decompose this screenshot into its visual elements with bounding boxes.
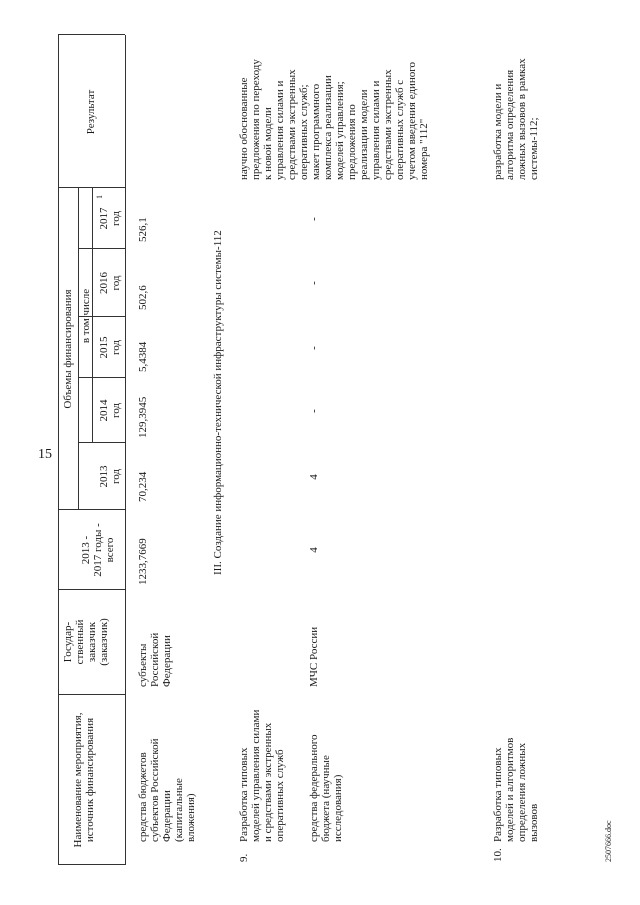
item-10-name: вызовов xyxy=(528,803,540,842)
item-10-result: ложных вызовов в рамках xyxy=(516,58,528,180)
item-9-2013: 4 xyxy=(308,474,320,480)
item-9-2016: - xyxy=(308,281,320,285)
item-9-2017: - xyxy=(308,217,320,221)
item-10-result: системы-112; xyxy=(528,117,540,180)
regional-funding-name: субъектов Российской xyxy=(149,738,161,842)
header-year-2015: 2015 xyxy=(98,336,110,359)
header-customer: (заказчик) xyxy=(98,618,110,666)
item-9-number: 9. xyxy=(238,853,250,862)
header-name: источник финансирования xyxy=(84,717,96,843)
item-9-funding-name: исследования) xyxy=(332,774,344,842)
item-10-name: определения ложных xyxy=(516,742,528,842)
regional-customer: субъекты xyxy=(137,643,149,687)
regional-2015: 5,4384 xyxy=(137,341,149,372)
header-year-2014: 2014 xyxy=(98,399,110,422)
item-10-name: моделей и алгоритмов xyxy=(504,737,516,842)
item-9-result: к новой модели xyxy=(262,107,274,180)
item-9-customer: МЧС России xyxy=(308,626,320,687)
item-9-2015: - xyxy=(308,346,320,350)
header-customer: ственный xyxy=(74,619,86,665)
item-10-name: Разработка типовых xyxy=(492,747,504,842)
grid-line xyxy=(58,694,125,695)
regional-funding-name: средства бюджетов xyxy=(137,752,149,842)
regional-2017: 526,1 xyxy=(137,217,149,242)
header-year-2013: 2013 xyxy=(98,465,110,488)
header-total: всего xyxy=(104,537,116,563)
item-9-name: оперативных служб xyxy=(274,749,286,842)
regional-2014: 129,3945 xyxy=(137,396,149,438)
header-year-2016: 2016 xyxy=(98,272,110,294)
header-year-label: год xyxy=(110,468,122,485)
regional-total: 1233,7669 xyxy=(137,538,149,585)
header-year-label: год xyxy=(110,275,122,291)
item-9-result: оперативных служб с xyxy=(394,79,406,180)
item-9-result: комплекса реализации xyxy=(322,75,334,180)
footer-code: 2507666.doc xyxy=(604,820,613,862)
item-9-name: моделей управления силами xyxy=(250,709,262,842)
header-total: 2013 - xyxy=(80,535,92,565)
regional-funding-name: (капитальные xyxy=(173,778,185,842)
item-9-result: управления силами и xyxy=(370,80,382,180)
item-9-result: предложения по переходу xyxy=(250,59,262,180)
item-9-result: номера "112" xyxy=(418,118,430,180)
item-9-total: 4 xyxy=(308,547,320,553)
item-9-result: управления силами и xyxy=(274,80,286,180)
header-total: 2017 годы - xyxy=(92,523,104,577)
item-10-number: 10. xyxy=(492,848,504,862)
item-9-result: средствами экстренных xyxy=(286,69,298,180)
item-9-result: учетом введения единого xyxy=(406,61,418,180)
grid-line xyxy=(78,188,79,510)
regional-2013: 70,234 xyxy=(137,471,149,502)
header-customer: Государ- xyxy=(62,621,74,663)
item-9-result: научно обоснованные xyxy=(238,77,250,180)
header-year-label: год xyxy=(110,210,122,227)
regional-customer: Федерации xyxy=(161,635,173,687)
item-9-name: и средствами экстренных xyxy=(262,722,274,842)
item-9-funding-name: бюджета (научные xyxy=(320,755,332,842)
header-footnote-mark: 1 xyxy=(95,195,104,199)
grid-line xyxy=(78,442,125,443)
item-9-result: средствами экстренных xyxy=(382,69,394,180)
item-9-funding-name: средства федерального xyxy=(308,734,320,842)
item-10-result: алгоритма определения xyxy=(504,69,516,180)
header-customer: заказчик xyxy=(86,621,98,663)
regional-funding-name: Федерации xyxy=(161,790,173,842)
grid-line xyxy=(58,589,125,590)
header-result: Результат xyxy=(85,89,97,135)
item-9-2014: - xyxy=(308,409,320,413)
header-top-border xyxy=(58,35,59,865)
page-number: 15 xyxy=(38,447,52,462)
grid-line xyxy=(58,34,125,35)
header-name: Наименование мероприятия, xyxy=(72,712,84,848)
item-9-name: Разработка типовых xyxy=(238,747,250,842)
grid-line xyxy=(92,188,93,443)
section-title: III. Создание информационно-технической инфраструктуры системы-112 xyxy=(212,230,224,575)
item-9-result: макет программного xyxy=(310,83,322,180)
header-including: в том числе xyxy=(80,288,92,344)
regional-2016: 502,6 xyxy=(137,285,149,310)
grid-line xyxy=(58,509,125,510)
item-9-result: моделей управления; xyxy=(334,81,346,180)
header-funding: Объемы финансирования xyxy=(62,289,74,409)
item-9-result: оперативных служб; xyxy=(298,84,310,180)
header-year-label: год xyxy=(110,339,122,356)
item-9-result: предложения по xyxy=(346,104,358,180)
item-9-result: реализации модели xyxy=(358,89,370,180)
header-year-label: год xyxy=(110,402,122,419)
item-10-result: разработка модели и xyxy=(492,83,504,180)
grid-line xyxy=(58,864,125,865)
header-year-2017: 2017 xyxy=(98,207,110,230)
regional-funding-name: вложения) xyxy=(185,793,197,842)
regional-customer: Российской xyxy=(149,632,161,687)
header-bottom-border xyxy=(125,35,126,865)
